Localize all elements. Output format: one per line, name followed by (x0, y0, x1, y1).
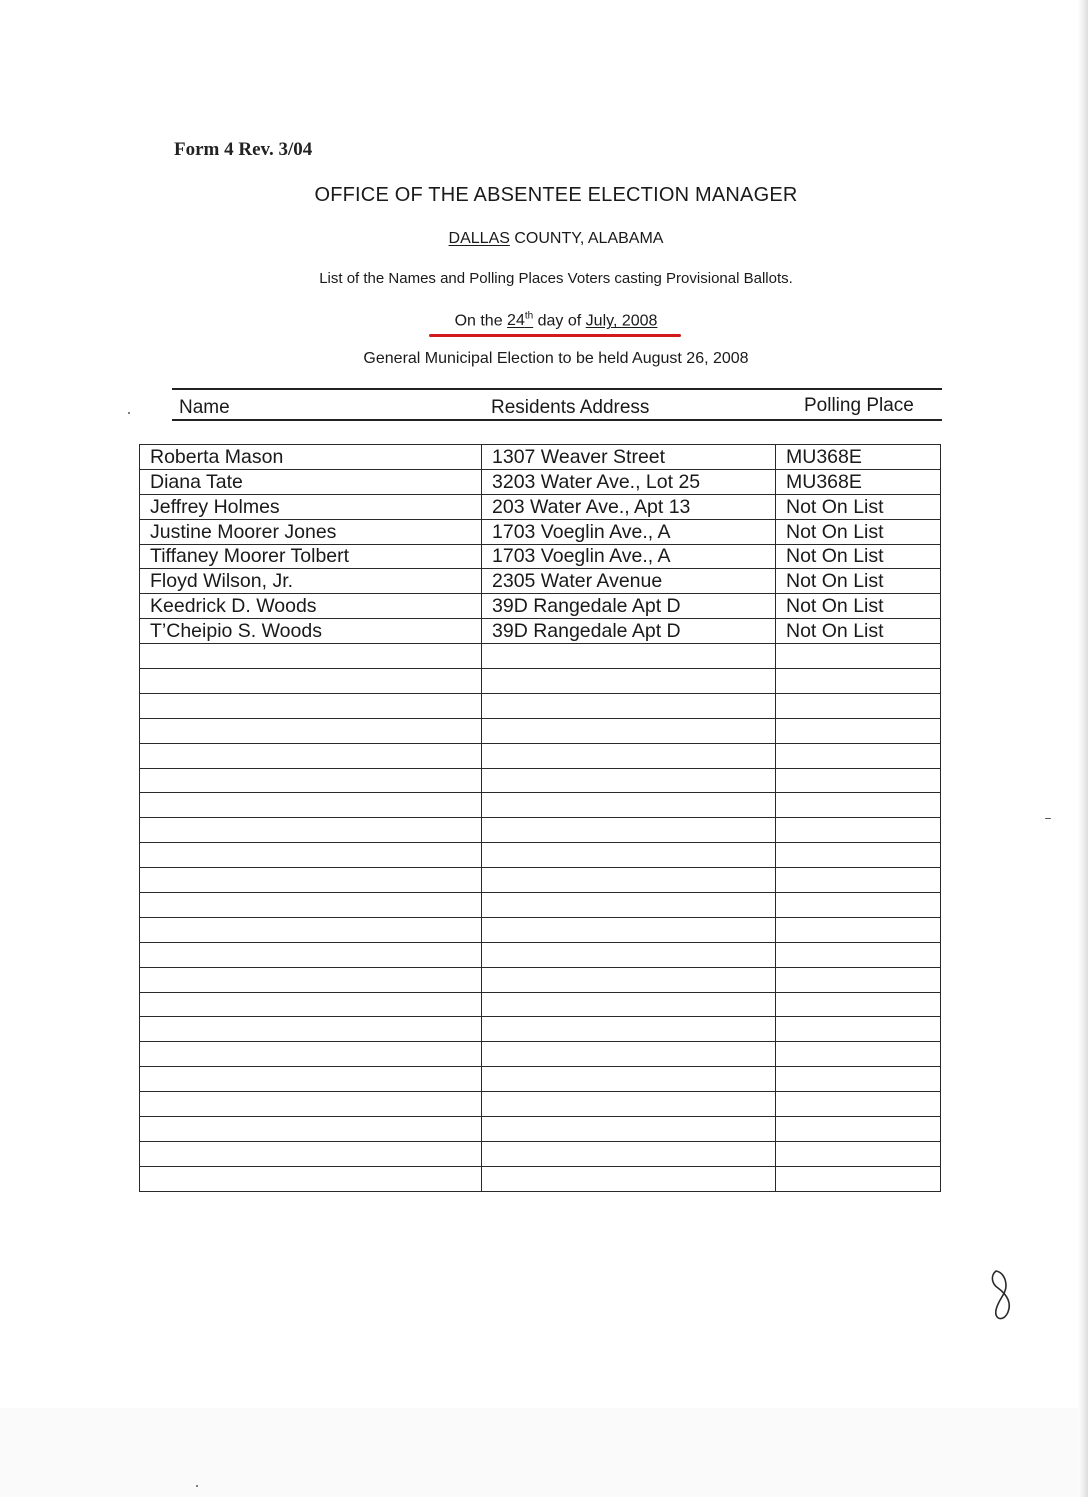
column-header-name: Name (179, 397, 230, 418)
date-mid: day of (533, 312, 586, 330)
scan-bottom-shade (0, 1408, 1088, 1497)
voter-polling-place: Not On List (776, 594, 941, 619)
empty-cell (482, 843, 776, 868)
county-suffix: COUNTY, ALABAMA (509, 230, 664, 247)
table-row (140, 569, 941, 594)
empty-table-row (140, 1067, 941, 1092)
empty-cell (482, 818, 776, 843)
empty-table-row (140, 1166, 941, 1191)
empty-cell (482, 868, 776, 893)
empty-cell (776, 1141, 941, 1166)
voter-address: 39D Rangedale Apt D (482, 594, 776, 619)
empty-cell (482, 1067, 776, 1092)
empty-cell (482, 793, 776, 818)
empty-cell (482, 1166, 776, 1191)
empty-table-row (140, 768, 941, 793)
empty-cell (140, 793, 482, 818)
election-line: General Municipal Election to be held August 26, 2008 (363, 350, 749, 367)
voter-address: 2305 Water Avenue (482, 569, 776, 594)
empty-cell (776, 893, 941, 918)
voter-name: Roberta Mason (140, 445, 482, 470)
voter-name: Floyd Wilson, Jr. (140, 569, 482, 594)
empty-cell (140, 942, 482, 967)
empty-cell (140, 1141, 482, 1166)
empty-cell (776, 1017, 941, 1042)
empty-cell (140, 1042, 482, 1067)
empty-cell (482, 644, 776, 669)
voter-polling-place: MU368E (776, 445, 941, 470)
empty-cell (776, 793, 941, 818)
header-rule-top (172, 388, 942, 390)
empty-cell (140, 818, 482, 843)
date-line (0, 311, 1088, 330)
empty-cell (140, 693, 482, 718)
empty-cell (776, 868, 941, 893)
date-day: 24th (507, 311, 534, 330)
empty-cell (140, 1117, 482, 1142)
column-header-address: Residents Address (491, 397, 650, 418)
empty-cell (140, 743, 482, 768)
empty-cell (140, 768, 482, 793)
empty-cell (482, 1042, 776, 1067)
empty-cell (140, 644, 482, 669)
voter-name: Diana Tate (140, 469, 482, 494)
empty-table-row (140, 793, 941, 818)
empty-cell (140, 718, 482, 743)
empty-cell (776, 967, 941, 992)
empty-cell (776, 669, 941, 694)
red-pen-underline (429, 334, 681, 337)
empty-table-row (140, 818, 941, 843)
empty-cell (140, 843, 482, 868)
scan-speck (128, 412, 130, 414)
empty-cell (776, 1092, 941, 1117)
empty-cell (482, 1141, 776, 1166)
table-row (140, 519, 941, 544)
empty-cell (140, 1017, 482, 1042)
empty-table-row (140, 1141, 941, 1166)
empty-cell (482, 693, 776, 718)
empty-cell (140, 1166, 482, 1191)
empty-cell (482, 1017, 776, 1042)
date-prefix: On the (454, 312, 508, 330)
empty-cell (482, 942, 776, 967)
empty-table-row (140, 942, 941, 967)
table-row (140, 469, 941, 494)
voter-polling-place: Not On List (776, 519, 941, 544)
empty-cell (140, 967, 482, 992)
voter-address: 3203 Water Ave., Lot 25 (482, 469, 776, 494)
empty-cell (776, 917, 941, 942)
column-header-polling-place: Polling Place (804, 395, 914, 416)
table-row (140, 445, 941, 470)
empty-cell (776, 1117, 941, 1142)
voter-table (139, 444, 941, 1192)
header-rule-bottom (172, 419, 942, 421)
empty-cell (140, 669, 482, 694)
scan-speck (1045, 818, 1051, 819)
empty-cell (776, 718, 941, 743)
empty-cell (776, 818, 941, 843)
empty-table-row (140, 967, 941, 992)
empty-cell (482, 1092, 776, 1117)
empty-cell (482, 917, 776, 942)
empty-cell (482, 1117, 776, 1142)
empty-cell (482, 743, 776, 768)
empty-table-row (140, 669, 941, 694)
empty-cell (776, 743, 941, 768)
empty-cell (140, 868, 482, 893)
empty-table-row (140, 843, 941, 868)
voter-address: 1307 Weaver Street (482, 445, 776, 470)
table-row (140, 494, 941, 519)
table-row (140, 544, 941, 569)
empty-cell (140, 992, 482, 1017)
empty-cell (482, 967, 776, 992)
empty-cell (482, 718, 776, 743)
handwritten-page-number (984, 1268, 1024, 1328)
empty-cell (776, 843, 941, 868)
empty-table-row (140, 693, 941, 718)
empty-cell (776, 992, 941, 1017)
empty-cell (776, 1166, 941, 1191)
empty-table-row (140, 1017, 941, 1042)
office-title: OFFICE OF THE ABSENTEE ELECTION MANAGER (314, 184, 798, 206)
date-month-year: July, 2008 (585, 312, 658, 330)
voter-polling-place: Not On List (776, 544, 941, 569)
voter-table-body (140, 445, 941, 1192)
empty-table-row (140, 1117, 941, 1142)
voter-name: T’Cheipio S. Woods (140, 619, 482, 644)
form-description: List of the Names and Polling Places Voters casting Provisional Ballots. (319, 270, 793, 287)
voter-name: Keedrick D. Woods (140, 594, 482, 619)
voter-name: Justine Moorer Jones (140, 519, 482, 544)
empty-table-row (140, 868, 941, 893)
empty-table-row (140, 992, 941, 1017)
voter-polling-place: MU368E (776, 469, 941, 494)
empty-table-row (140, 644, 941, 669)
empty-cell (776, 942, 941, 967)
voter-polling-place: Not On List (776, 619, 941, 644)
voter-address: 39D Rangedale Apt D (482, 619, 776, 644)
voter-address: 1703 Voeglin Ave., A (482, 519, 776, 544)
empty-table-row (140, 1042, 941, 1067)
empty-cell (140, 893, 482, 918)
empty-cell (140, 1092, 482, 1117)
voter-address: 203 Water Ave., Apt 13 (482, 494, 776, 519)
county-name: DALLAS (448, 230, 510, 247)
empty-cell (482, 893, 776, 918)
empty-cell (482, 669, 776, 694)
county-line (0, 230, 1088, 248)
voter-name: Tiffaney Moorer Tolbert (140, 544, 482, 569)
empty-table-row (140, 743, 941, 768)
empty-cell (776, 1042, 941, 1067)
empty-cell (776, 768, 941, 793)
voter-address: 1703 Voeglin Ave., A (482, 544, 776, 569)
form-revision-label: Form 4 Rev. 3/04 (174, 139, 313, 160)
scan-edge (1078, 0, 1088, 1497)
voter-name: Jeffrey Holmes (140, 494, 482, 519)
table-row (140, 619, 941, 644)
empty-table-row (140, 893, 941, 918)
voter-polling-place: Not On List (776, 569, 941, 594)
empty-cell (776, 693, 941, 718)
empty-cell (140, 1067, 482, 1092)
empty-table-row (140, 917, 941, 942)
empty-table-row (140, 718, 941, 743)
empty-table-row (140, 1092, 941, 1117)
empty-cell (776, 644, 941, 669)
scan-speck (196, 1485, 198, 1487)
table-row (140, 594, 941, 619)
empty-cell (482, 768, 776, 793)
empty-cell (482, 992, 776, 1017)
voter-polling-place: Not On List (776, 494, 941, 519)
empty-cell (776, 1067, 941, 1092)
empty-cell (140, 917, 482, 942)
